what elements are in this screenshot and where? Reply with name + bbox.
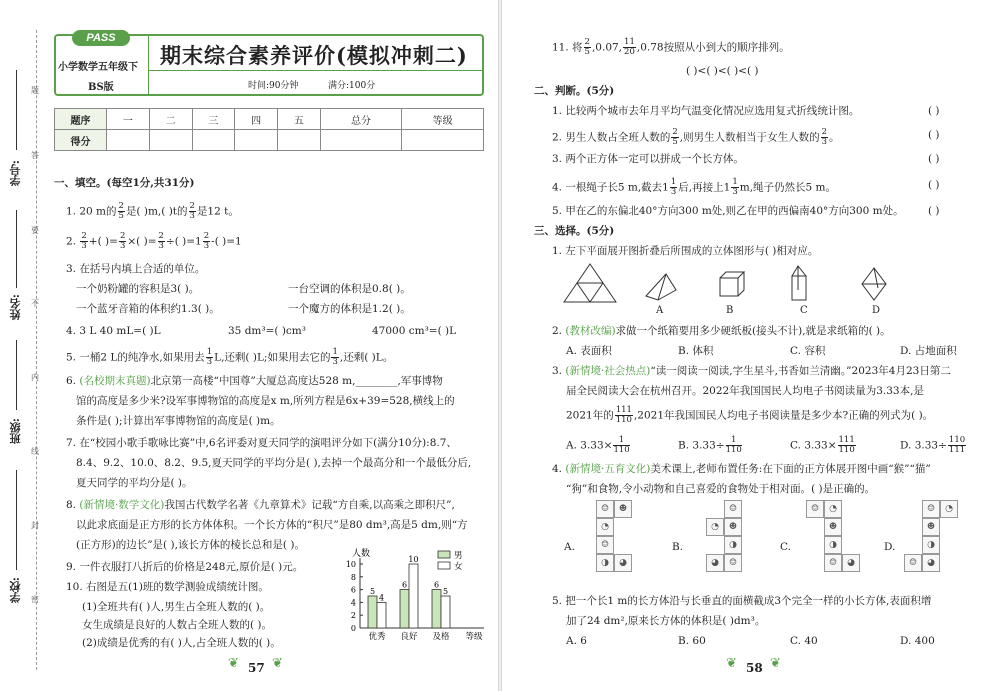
y-tick-label: 0 bbox=[350, 624, 356, 633]
option-label[interactable]: C. bbox=[780, 541, 791, 553]
y-tick-label: 6 bbox=[350, 585, 356, 595]
animal-icon: ☺ bbox=[904, 554, 922, 572]
text: 2. bbox=[552, 325, 566, 337]
question-1 bbox=[66, 202, 239, 221]
score-input-cell[interactable] bbox=[278, 130, 321, 151]
animal-icon: ☺ bbox=[922, 500, 940, 518]
text: +( )= bbox=[88, 235, 118, 248]
animal-icon: ☺ bbox=[806, 500, 824, 518]
class-label: 班级: bbox=[9, 418, 22, 445]
triangle-net-icon bbox=[564, 264, 616, 302]
option[interactable] bbox=[566, 436, 631, 455]
table-cell: 总分 bbox=[320, 109, 402, 130]
denominator: 20 bbox=[624, 47, 635, 57]
page-title: 期末综合素养评价(模拟冲刺二) bbox=[160, 43, 468, 68]
text: 8. bbox=[66, 499, 80, 511]
judge-4 bbox=[552, 178, 836, 197]
text: L,还剩( )L;如果用去它的 bbox=[214, 351, 331, 364]
table-cell: 等级 bbox=[402, 109, 484, 130]
seal-mark: 不 bbox=[31, 299, 39, 308]
bar-male bbox=[432, 590, 441, 628]
question-4b: 35 dm³=( )cm³ bbox=[228, 325, 306, 337]
text: 4. bbox=[552, 463, 566, 475]
numerator: 110 bbox=[948, 435, 966, 445]
animal-icon: ☻ bbox=[922, 518, 940, 536]
option-label[interactable]: A. bbox=[564, 541, 575, 553]
chart-svg bbox=[338, 548, 488, 648]
class-underline bbox=[16, 340, 17, 410]
question-4c: 47000 cm³=( )L bbox=[372, 325, 457, 337]
text: 美术课上,老师布置任务:在下面的正方体展开图中画“猴”“猫” bbox=[650, 463, 931, 475]
text: A. 3.33× bbox=[566, 439, 613, 452]
y-tick-label: 2 bbox=[350, 611, 356, 621]
fraction bbox=[118, 202, 125, 221]
choice-1: 1. 左下平面展开图折叠后所围成的立体图形与( )相对应。 bbox=[552, 245, 819, 257]
fraction bbox=[584, 38, 591, 57]
denominator: 3 bbox=[203, 241, 210, 251]
option[interactable]: B. 60 bbox=[678, 635, 706, 647]
option[interactable] bbox=[790, 436, 857, 455]
text: C. 3.33× bbox=[790, 439, 837, 452]
seal-mark: 密 bbox=[31, 595, 39, 604]
judge-2 bbox=[552, 128, 840, 147]
food-icon: ◕ bbox=[922, 554, 940, 572]
fraction bbox=[671, 128, 678, 147]
tag: (新情境·数学文化) bbox=[79, 499, 165, 511]
fraction bbox=[821, 128, 828, 147]
fraction bbox=[948, 436, 966, 455]
legend-label: 女 bbox=[454, 562, 463, 572]
text: ,2021年我国国民人均电子书阅读量是多少本?正确的列式为( )。 bbox=[633, 409, 934, 422]
bar-female bbox=[409, 564, 418, 628]
option-label[interactable]: D bbox=[872, 305, 881, 316]
numerator: 111 bbox=[838, 435, 855, 445]
bar-male bbox=[368, 596, 377, 628]
option-label[interactable]: B bbox=[726, 305, 734, 316]
time-label: 时间:90分钟 bbox=[248, 81, 299, 91]
tag: (教材改编) bbox=[565, 325, 616, 337]
table-cell: 二 bbox=[149, 109, 192, 130]
y-axis-label: 人数 bbox=[352, 549, 371, 559]
octahedron-icon bbox=[862, 268, 886, 300]
food-icon: ◑ bbox=[724, 536, 742, 554]
food-icon: ◕ bbox=[614, 554, 632, 572]
fraction bbox=[615, 406, 633, 425]
question-2 bbox=[66, 232, 242, 251]
denominator: 3 bbox=[206, 357, 213, 367]
numerator: 1 bbox=[613, 436, 629, 446]
text: 后,再接上1 bbox=[678, 181, 731, 194]
question-6c: 条件是( );计算出军事博物馆的高度是( )m。 bbox=[76, 415, 281, 427]
denominator: 3 bbox=[189, 211, 195, 221]
text: ,还剩( )L。 bbox=[339, 351, 394, 364]
y-tick-label: 8 bbox=[350, 572, 356, 582]
question-9: 9. 一件衣服打八折后的价格是248元,原价是( )元。 bbox=[66, 561, 304, 573]
question-10c: (2)成绩是优秀的有( )人,占全班人数的( )。 bbox=[82, 637, 281, 649]
seal-mark: 线 bbox=[31, 447, 39, 456]
fraction bbox=[613, 436, 629, 455]
option[interactable]: C. 容积 bbox=[790, 345, 826, 357]
denominator: 110 bbox=[615, 415, 632, 425]
header-divider bbox=[148, 36, 149, 94]
question-10a: (1)全班共有( )人,男生占全班人数的( )。 bbox=[82, 601, 271, 613]
cube-icon bbox=[720, 272, 744, 296]
table-row bbox=[55, 130, 484, 151]
option-label[interactable]: B. bbox=[672, 541, 684, 553]
denominator: 111 bbox=[948, 445, 966, 455]
pyramid-icon bbox=[646, 274, 676, 300]
judge-3: 3. 两个正方体一定可以拼成一个长方体。 bbox=[552, 153, 744, 165]
question-11 bbox=[552, 38, 790, 57]
edition-label: BS版 bbox=[88, 82, 114, 93]
text: 4. 一根绳子长5 m,截去1 bbox=[552, 181, 669, 194]
food-icon: ◔ bbox=[706, 518, 724, 536]
option[interactable]: A. 6 bbox=[566, 635, 587, 647]
text: 北京第一高楼“中国尊”大厦总高度达528 m,________,军事博物 bbox=[150, 375, 443, 387]
text: 。 bbox=[829, 131, 840, 144]
text: 我国古代数学名著《九章算术》记载“方自乘,以高乘之即积尺”, bbox=[164, 499, 455, 511]
numerator: 2 bbox=[158, 231, 164, 241]
grade-label: 小学数学五年级下 bbox=[58, 62, 138, 73]
denominator: 3 bbox=[119, 241, 126, 251]
denominator: 110 bbox=[838, 445, 855, 455]
sprout-icon: ❦ bbox=[770, 656, 781, 671]
legend-label: 男 bbox=[454, 551, 463, 561]
denominator: 110 bbox=[613, 445, 630, 455]
option-label[interactable]: C bbox=[800, 305, 808, 316]
food-icon: ◔ bbox=[596, 518, 614, 536]
numerator: 111 bbox=[615, 405, 632, 415]
question-8b: 以此求底面是正方形的长方体体积。一个长方体的“积尺”是80 dm³,高是5 dm,则“方 bbox=[76, 519, 468, 531]
choice-3 bbox=[552, 364, 951, 378]
numerator: 2 bbox=[189, 201, 195, 211]
text: 11. 将 bbox=[552, 41, 583, 54]
judge-2-answer[interactable]: ( ) bbox=[928, 129, 940, 141]
table-cell: 四 bbox=[235, 109, 278, 130]
question-7b: 8.4、9.2、10.0、8.2、9.5,夏天同学的平均分是( ),去掉一个最高分和一个最低分后, bbox=[76, 457, 472, 469]
option[interactable]: A. 表面积 bbox=[566, 345, 612, 357]
category-label: 良好 bbox=[400, 632, 418, 642]
denominator: 3 bbox=[158, 241, 164, 251]
option[interactable]: D. 400 bbox=[900, 635, 935, 647]
judge-1-answer[interactable]: ( ) bbox=[928, 105, 940, 117]
option[interactable] bbox=[900, 436, 967, 455]
question-5 bbox=[66, 348, 393, 367]
tag: (新情境·社会热点) bbox=[565, 365, 651, 377]
choice-3b: 届全民阅读大会在杭州召开。2022年我国国民人均电子书阅读量为3.33本,是 bbox=[566, 385, 924, 397]
section-title: 一、填空。(每空1分,共31分) bbox=[54, 177, 195, 189]
animal-icon: ☺ bbox=[724, 554, 742, 572]
question-6 bbox=[66, 374, 443, 388]
option-label[interactable]: D. bbox=[884, 541, 896, 553]
animal-icon: ☻ bbox=[614, 500, 632, 518]
tag: (名校期末真题) bbox=[79, 375, 151, 387]
text: 2. bbox=[66, 235, 77, 248]
choice-3c bbox=[566, 406, 933, 425]
choice-2 bbox=[552, 324, 891, 338]
data-label: 4 bbox=[378, 593, 385, 603]
score-input-cell[interactable] bbox=[192, 130, 235, 151]
text: D. 3.33÷ bbox=[900, 439, 947, 452]
choice-5a: 5. 把一个长1 m的长方体沿与长垂直的面横截成3个完全一样的小长方体,表面积增 bbox=[552, 595, 932, 607]
numerator: 1 bbox=[732, 177, 738, 187]
table-cell: 一 bbox=[107, 109, 150, 130]
bar-female bbox=[377, 602, 386, 628]
data-label: 6 bbox=[433, 580, 440, 590]
question-8c: (正方形)的边长”是( ),该长方体的棱长总和是( )。 bbox=[76, 539, 305, 551]
judge-5: 5. 甲在乙的东偏北40°方向300 m处,则乙在甲的西偏南40°方向300 m处。 bbox=[552, 205, 904, 217]
fraction bbox=[189, 202, 196, 221]
numerator: 1 bbox=[726, 436, 742, 446]
question-7c: 夏天同学的平均分是( )。 bbox=[76, 477, 193, 489]
net-shapes bbox=[562, 262, 892, 306]
page-number: 58 bbox=[746, 661, 763, 675]
data-label: 10 bbox=[408, 555, 419, 564]
denominator: 5 bbox=[672, 137, 678, 147]
option[interactable] bbox=[678, 436, 743, 455]
category-label: 优秀 bbox=[368, 632, 386, 642]
food-icon: ◕ bbox=[842, 554, 860, 572]
seal-mark: 题 bbox=[31, 86, 39, 95]
numerator: 1 bbox=[332, 347, 338, 357]
text: m,绳子仍然长5 m。 bbox=[739, 181, 837, 194]
score-input-cell[interactable] bbox=[149, 130, 192, 151]
score-input-cell[interactable] bbox=[320, 130, 402, 151]
numerator: 2 bbox=[672, 127, 678, 137]
question-3a: 一个奶粉罐的容积是3( )。 bbox=[76, 283, 200, 295]
text: ,0.07, bbox=[591, 41, 623, 54]
category-label: 等级 bbox=[465, 632, 483, 642]
question-6b: 馆的高度是多少米?设军事博物馆的高度是x m,所列方程是6x+39=528,横线上的 bbox=[76, 395, 455, 407]
table-cell: 三 bbox=[192, 109, 235, 130]
right-page bbox=[500, 0, 1000, 691]
animal-icon: ☺ bbox=[824, 554, 842, 572]
option[interactable]: D. 占地面积 bbox=[900, 345, 957, 357]
judge-4-answer[interactable]: ( ) bbox=[928, 179, 940, 191]
option-label[interactable]: A bbox=[656, 305, 664, 316]
cut-line bbox=[36, 30, 37, 670]
legend-swatch-male bbox=[438, 551, 450, 558]
denominator: 3 bbox=[670, 187, 677, 197]
table-cell: 题序 bbox=[55, 109, 107, 130]
fraction bbox=[206, 348, 213, 367]
section-title: 二、判断。(5分) bbox=[534, 85, 615, 97]
numerator: 2 bbox=[203, 231, 210, 241]
denominator: 5 bbox=[584, 47, 590, 57]
animal-icon: ☻ bbox=[724, 518, 742, 536]
bar-male bbox=[400, 590, 409, 628]
denominator: 110 bbox=[725, 445, 742, 455]
text: ÷( )=1 bbox=[165, 235, 202, 248]
question-10b: 女生成绩是良好的人数占全班人数的( )。 bbox=[82, 619, 273, 631]
sprout-icon: ❦ bbox=[272, 656, 283, 671]
fraction bbox=[670, 178, 677, 197]
text: 2. 男生人数占全班人数的 bbox=[552, 131, 671, 144]
denominator: 5 bbox=[118, 211, 124, 221]
score-chart bbox=[338, 548, 488, 648]
fraction bbox=[80, 232, 87, 251]
food-icon: ◔ bbox=[824, 500, 842, 518]
fraction bbox=[119, 232, 126, 251]
y-tick-label: 4 bbox=[350, 598, 356, 608]
animal-icon: ☺ bbox=[724, 500, 742, 518]
question-10: 10. 右图是五(1)班的数学测验成绩统计图。 bbox=[66, 581, 269, 593]
fraction bbox=[158, 232, 165, 251]
choice-5b: 加了24 dm²,原来长方体的体积是( )dm³。 bbox=[566, 615, 766, 627]
sprout-icon: ❦ bbox=[726, 656, 737, 671]
denominator: 3 bbox=[821, 137, 828, 147]
numerator: 2 bbox=[119, 231, 126, 241]
header-rule bbox=[148, 70, 482, 71]
text: ×( )= bbox=[127, 235, 157, 248]
judge-1: 1. 比较两个城市去年月平均气温变化情况应选用复式折线统计图。 bbox=[552, 105, 860, 117]
denominator: 3 bbox=[81, 241, 87, 251]
judge-3-answer[interactable]: ( ) bbox=[928, 153, 940, 165]
score-input-cell[interactable] bbox=[107, 130, 150, 151]
table-row bbox=[55, 109, 484, 130]
option[interactable]: B. 体积 bbox=[678, 345, 714, 357]
judge-5-answer[interactable]: ( ) bbox=[928, 205, 940, 217]
food-icon: ◔ bbox=[940, 500, 958, 518]
numerator: 2 bbox=[118, 201, 124, 211]
school-label: 学校: bbox=[9, 577, 22, 604]
animal-icon: ☺ bbox=[596, 500, 614, 518]
text: 1. 20 m的 bbox=[66, 205, 117, 218]
text: -( )=1 bbox=[211, 235, 242, 248]
prism-icon bbox=[792, 266, 806, 300]
denominator: 3 bbox=[332, 357, 338, 367]
numerator: 1 bbox=[206, 347, 213, 357]
data-label: 5 bbox=[369, 587, 376, 596]
choice-4 bbox=[552, 462, 931, 476]
food-icon: ◑ bbox=[824, 536, 842, 554]
text: 求做一个纸箱要用多少硬纸板(接头不计),就是求纸箱的( )。 bbox=[615, 325, 891, 337]
animal-icon: ☻ bbox=[824, 518, 842, 536]
question-3: 3. 在括号内填上合适的单位。 bbox=[66, 263, 206, 275]
fraction bbox=[838, 436, 856, 455]
text: 2021年的 bbox=[566, 409, 614, 422]
bar-female bbox=[441, 596, 450, 628]
fraction bbox=[726, 436, 742, 455]
question-3b: 一台空调的体积是0.8( )。 bbox=[288, 283, 411, 295]
seal-mark: 内 bbox=[31, 373, 39, 382]
text: 6. bbox=[66, 375, 80, 387]
score-input-cell[interactable] bbox=[235, 130, 278, 151]
question-11-answer[interactable]: ( )<( )<( )<( ) bbox=[686, 65, 759, 77]
fraction bbox=[203, 232, 210, 251]
numerator: 2 bbox=[584, 37, 590, 47]
food-icon: ◑ bbox=[922, 536, 940, 554]
full-score-label: 满分:100分 bbox=[328, 81, 376, 91]
animal-icon: ☺ bbox=[596, 536, 614, 554]
table-cell: 得分 bbox=[55, 130, 107, 151]
section-title: 三、选择。(5分) bbox=[534, 225, 615, 237]
text: 是( )m,( )t的 bbox=[125, 205, 188, 218]
numerator: 2 bbox=[81, 231, 87, 241]
seal-mark: 答 bbox=[31, 151, 39, 160]
y-tick-label: 10 bbox=[345, 560, 356, 569]
question-7a: 7. 在“校园小歌手歌咏比赛”中,6名评委对夏天同学的演唱评分如下(满分10分):8.7、 bbox=[66, 437, 457, 449]
question-8 bbox=[66, 498, 455, 512]
question-3c: 一个蓝牙音箱的体积约1.3( )。 bbox=[76, 303, 220, 315]
category-label: 及格 bbox=[432, 632, 450, 642]
tag: (新情境·五育文化) bbox=[565, 463, 651, 475]
data-label: 5 bbox=[442, 587, 449, 596]
page-number: 57 bbox=[248, 661, 265, 675]
text: “读一阅读一阅读,字生星斗,书香如兰清幽。”2023年4月23日第二 bbox=[650, 365, 951, 377]
question-3d: 一个魔方的体积是1.2( )。 bbox=[288, 303, 411, 315]
denominator: 3 bbox=[732, 187, 738, 197]
text: 3. bbox=[552, 365, 566, 377]
student-no-underline bbox=[16, 70, 17, 150]
legend-swatch-female bbox=[438, 562, 450, 569]
student-no-label: 学号: bbox=[9, 160, 22, 187]
text: B. 3.33÷ bbox=[678, 439, 725, 452]
fraction bbox=[331, 348, 338, 367]
data-label: 6 bbox=[401, 580, 408, 590]
food-icon: ◑ bbox=[596, 554, 614, 572]
seal-mark: 封 bbox=[31, 521, 39, 530]
name-label: 姓名: bbox=[9, 294, 22, 321]
name-underline bbox=[16, 210, 17, 288]
text: ,则男生人数相当于女生人数的 bbox=[679, 131, 820, 144]
sprout-icon: ❦ bbox=[228, 656, 239, 671]
school-underline bbox=[16, 470, 17, 570]
numerator: 1 bbox=[670, 177, 677, 187]
food-icon: ◕ bbox=[706, 554, 724, 572]
option[interactable]: C. 40 bbox=[790, 635, 818, 647]
table-cell: 五 bbox=[278, 109, 321, 130]
seal-mark: 要 bbox=[31, 226, 39, 235]
fraction bbox=[623, 38, 636, 57]
choice-4b: “狗”和食物,令小动物和自己喜爱的食物处于相对面。( )是正确的。 bbox=[566, 483, 876, 495]
fraction bbox=[731, 178, 738, 197]
pass-badge: PASS bbox=[72, 30, 130, 46]
question-4a: 4. 3 L 40 mL=( )L bbox=[66, 325, 161, 337]
numerator: 11 bbox=[624, 37, 635, 47]
text: 5. 一桶2 L的纯净水,如果用去 bbox=[66, 351, 205, 364]
numerator: 2 bbox=[821, 127, 828, 137]
score-table bbox=[54, 108, 484, 151]
text: ,0.78按照从小到大的顺序排列。 bbox=[636, 41, 790, 54]
score-input-cell[interactable] bbox=[402, 130, 484, 151]
text: 是12 t。 bbox=[196, 205, 239, 218]
